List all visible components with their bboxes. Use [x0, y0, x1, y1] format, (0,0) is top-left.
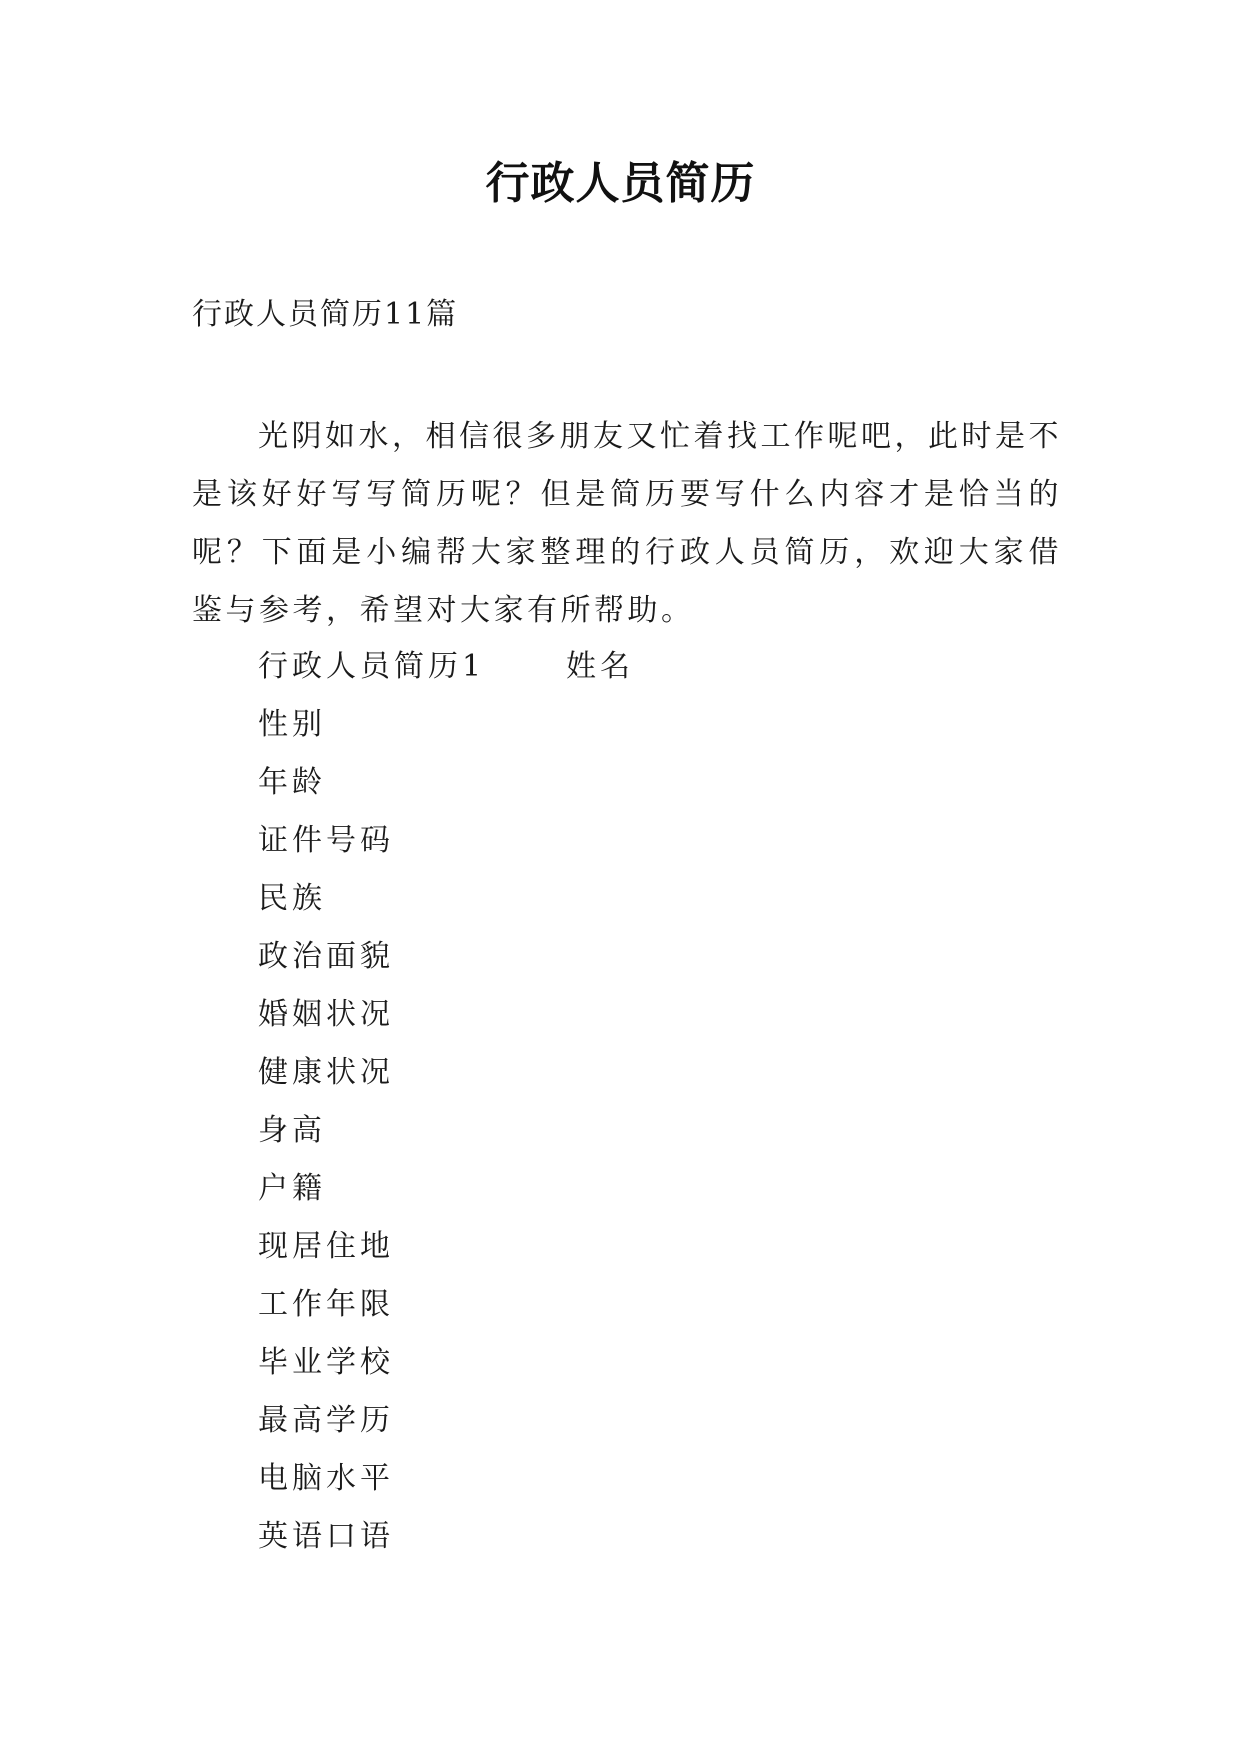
resume-field-row: [258, 1044, 634, 1102]
field-label: 现居住地: [258, 1229, 394, 1264]
resume-field-row: [258, 1450, 634, 1508]
resume-field-list: [258, 638, 634, 1566]
intro-paragraph: 光阴如水，相信很多朋友又忙着找工作呢吧，此时是不是该好好写写简历呢？但是简历要写什么内容才是恰当的呢？下面是小编帮大家整理的行政人员简历，欢迎大家借鉴与参考，希望对大家有所帮助。: [192, 419, 1062, 628]
resume-field-row: [258, 1218, 634, 1276]
resume-field-row: [258, 1160, 634, 1218]
resume-field-row: [258, 1392, 634, 1450]
resume-field-row: [258, 638, 634, 696]
resume-field-row: [258, 1508, 634, 1566]
resume-field-row: [258, 1276, 634, 1334]
resume-field-row: [258, 928, 634, 986]
field-label: 年龄: [258, 765, 326, 800]
field-label-name: 姓名: [566, 649, 634, 684]
field-label: 政治面貌: [258, 939, 394, 974]
field-label: 民族: [258, 881, 326, 916]
resume-field-row: [258, 1102, 634, 1160]
resume-field-row: [258, 696, 634, 754]
field-label: 户籍: [258, 1171, 326, 1206]
section-label: 行政人员简历1: [258, 649, 486, 684]
field-label: 健康状况: [258, 1055, 394, 1090]
field-label: 性别: [258, 707, 326, 742]
resume-field-row: [258, 870, 634, 928]
field-label: 婚姻状况: [258, 997, 394, 1032]
document-title: 行政人员简历: [485, 158, 756, 209]
resume-field-row: [258, 986, 634, 1044]
field-label: 工作年限: [258, 1287, 394, 1322]
field-label: 身高: [258, 1113, 326, 1148]
field-label: 英语口语: [258, 1519, 394, 1554]
field-label: 证件号码: [258, 823, 394, 858]
field-label: 电脑水平: [258, 1461, 394, 1496]
field-label: 最高学历: [258, 1403, 394, 1438]
resume-field-row: [258, 812, 634, 870]
resume-field-row: [258, 754, 634, 812]
resume-field-row: [258, 1334, 634, 1392]
field-label: 毕业学校: [258, 1345, 394, 1380]
document-subtitle: 行政人员简历11篇: [192, 297, 459, 332]
